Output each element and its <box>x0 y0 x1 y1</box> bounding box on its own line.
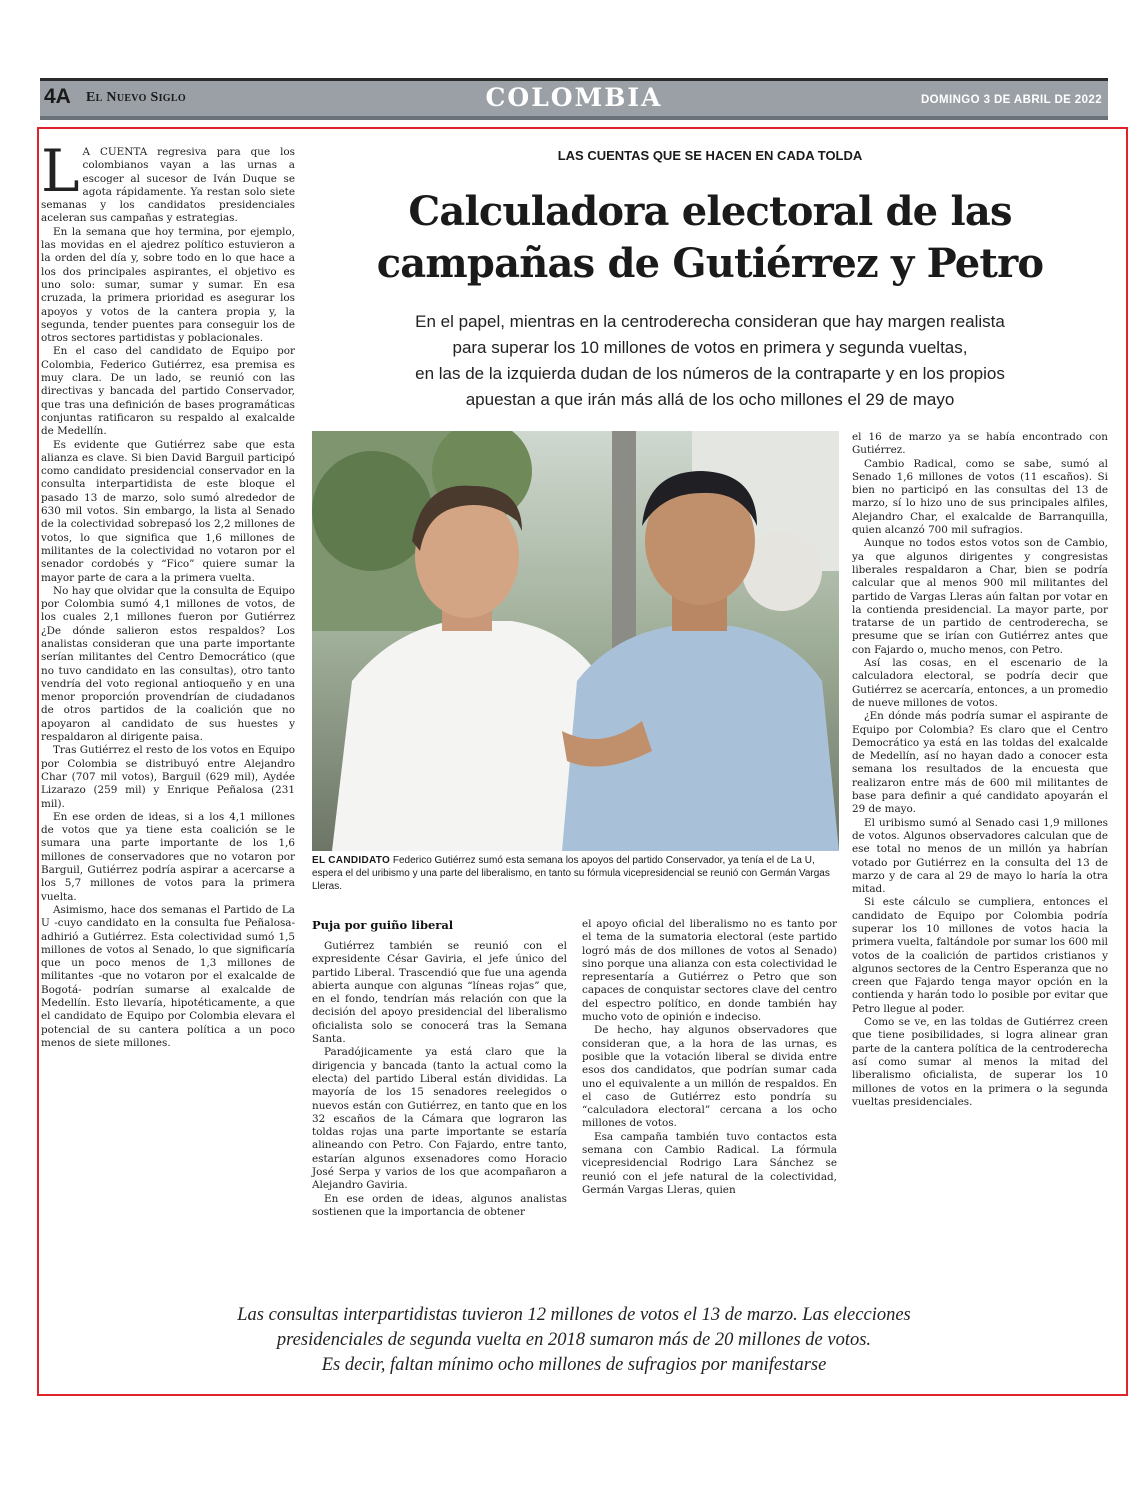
article-column-3 <box>312 918 567 1219</box>
body-paragraph: Aunque no todos estos votos son de Cambio, ya que algunos dirigentes y congresistas liberales respaldaron a Char, bien se podría calcular que al menos 900 mil militantes del partido de Vargas Lleras aún faltan por votar en la contienda presidencial. La mayor parte, por tratarse de un partido de centroderecha, se presume que se irían con Gutiérrez antes que con Fajardo o, mucho menos, con Petro. <box>852 537 1108 656</box>
pull-quote-line: presidenciales de segunda vuelta en 2018 sumaron más de 20 millones de votos. <box>276 1330 872 1350</box>
deck-line: en las de la izquierda dudan de los números de la contraparte y en los propios <box>415 364 1005 383</box>
article-column-1 <box>41 137 295 1050</box>
pull-quote-line: Las consultas interpartidistas tuvieron 12 millones de votos el 13 de marzo. Las elecciones <box>237 1305 911 1325</box>
caption-label: EL CANDIDATO <box>312 855 391 866</box>
newspaper-name: El Nuevo Siglo <box>86 90 186 105</box>
body-paragraph: Es evidente que Gutiérrez sabe que esta alianza es clave. Si bien David Barguil participó como candidato presidencial conservador en la consulta interpartidista de este bloque el pasado 13 de marzo, solo sumó alrededor de 630 mil votos. Sin embargo, la lista al Senado de la colectividad sobrepasó los 2,2 millones de votos, lo que significa que 1,6 millones de militantes de la colectividad no votaron por el senador cordobés y “Fico” quiere sumar la mayor parte de cara a la primera vuelta. <box>41 438 295 584</box>
body-paragraph: Gutiérrez también se reunió con el expresidente César Gaviria, el jefe único del partido Liberal. Trascendió que fue una agenda abierta aunque con algunas “líneas rojas” que, en el fondo, tendrían más relación con que la decisión del apoyo presidencial del liberalismo oficialista solo se conocerá tras la Semana Santa. <box>312 940 567 1046</box>
page-date: DOMINGO 3 DE ABRIL DE 2022 <box>920 94 1102 106</box>
body-paragraph: En el caso del candidato de Equipo por Colombia, Federico Gutiérrez, esa premisa es muy clara. De un lado, se reunió con las directivas y bancada del partido Conservador, que tras una definición de bases programáticas conjuntas ratificaron su respaldo al exalcalde de Medellín. <box>41 345 295 438</box>
drop-cap: L <box>41 137 80 205</box>
body-paragraph: el 16 de marzo ya se había encontrado con Gutiérrez. <box>852 431 1108 457</box>
body-paragraph: No hay que olvidar que la consulta de Equipo por Colombia sumó 4,1 millones de votos, de los cuales 2,1 millones fueron por Gutiérrez ¿De dónde salieron estos respaldos? Los analistas consideran que una parte importante serían militantes del Centro Democrático (que no tuvo candidato en las consultas), otro tanto vendría del voto regional antioqueño y en una menor proporción provendrían de ciudadanos de otros partidos de la coalición que no apoyaron al candidato de sus huestes y respaldaron al dirigente paisa. <box>41 584 295 744</box>
body-paragraph: De hecho, hay algunos observadores que consideran que, a la hora de las urnas, es posible que la votación liberal se divida entre esos dos candidatos, que podrían sumar cada uno el equivalente a un millón de respaldos. En el caso de Gutiérrez esto pondría su “calculadora electoral” cercana a los ocho millones de votos. <box>582 1024 837 1130</box>
headline-line: campañas de Gutiérrez y Petro <box>376 240 1044 287</box>
body-paragraph: ¿En dónde más podría sumar el aspirante de Equipo por Colombia? Es claro que el Centro Democrático ya está en las toldas del exalcalde de Medellín, así no hayan dado a conocer esta semana los resultados de la encuesta que realizaron entre más de 600 mil militantes de base para definir a qué candidato apoyarán el 29 de mayo. <box>852 710 1108 816</box>
body-paragraph: L A CUENTA regresiva para que los colombianos vayan a las urnas a escoger al sucesor de Iván Duque se agota rápidamente. Ya restan solo siete semanas y los candidatos presidenciales aceleran sus campañas y estrategias. <box>41 137 295 225</box>
body-paragraph: Asimismo, hace dos semanas el Partido de La U -cuyo candidato en la consulta fue Peñalosa- adhirió a Gutiérrez. Esta colectividad sumó 1,5 millones de votos al Senado, lo que significaría que un poco menos de 1,3 millones de militantes -que no votaron por el exalcalde de Bogotá- podrían sumarse al exalcalde de Medellín. Esto llevaría, hipotéticamente, a que el candidato de Equipo por Colombia elevara el potencial de su cantera política a un poco menos de siete millones. <box>41 903 295 1049</box>
article-headline <box>312 186 1108 290</box>
body-paragraph: En ese orden de ideas, algunos analistas sostienen que la importancia de obtener <box>312 1192 567 1218</box>
body-paragraph: el apoyo oficial del liberalismo no es tanto por el tema de la sumatoria electoral (este partido logró más de dos millones de votos al Senado) sino porque una alianza con esta colectividad le representaría a Gutiérrez o Petro que son capaces de conquistar sectores clave del centro del espectro político, en donde también hay mucho voto de opinión e indeciso. <box>582 918 837 1024</box>
body-paragraph: El uribismo sumó al Senado casi 1,9 millones de votos. Algunos observadores calculan que de ese total no menos de un millón ya habrían votado por Gutiérrez en la consulta del 13 de marzo y de cara al 29 de mayo lo haría la otra mitad. <box>852 816 1108 896</box>
candidates-photo <box>312 431 839 851</box>
deck-line: apuestan a que irán más allá de los ocho millones el 29 de mayo <box>465 390 955 409</box>
article-subhead: Puja por guiño liberal <box>312 918 454 932</box>
body-paragraph: Cambio Radical, como se sabe, sumó al Senado 1,6 millones de votos (11 escaños). Si bien no participó en las consultas del 13 de marzo, sí lo hizo uno de sus principales alfiles, Alejandro Char, el exalcalde de Barranquilla, quien alcanzó 700 mil sufragios. <box>852 457 1108 537</box>
body-paragraph: En la semana que hoy termina, por ejemplo, las movidas en el ajedrez político estuvieron a la orden del día y, sobre todo en lo que hace a los dos principales aspirantes, el objetivo es uno solo: sumar, sumar y sumar. En esa cruzada, la primera prioridad es asegurar los apoyos y votos de la cantera propia y, la segunda, tender puentes para conseguir los de otros sectores partidistas y poblacionales. <box>41 225 295 345</box>
pull-quote-line: Es decir, faltan mínimo ocho millones de sufragios por manifestarse <box>321 1355 827 1375</box>
article-kicker: LAS CUENTAS QUE SE HACEN EN CADA TOLDA <box>557 148 863 163</box>
article-column-5 <box>852 431 1108 1109</box>
body-paragraph: Como se ve, en las toldas de Gutiérrez creen que tiene posibilidades, si logra alinear gran parte de la cantera política de la centroderecha así como sumar al menos la mitad del liberalismo oficialista, de superar los 10 millones de votos en la primera o la segunda vueltas presidenciales. <box>852 1016 1108 1108</box>
body-paragraph: Si este cálculo se cumpliera, entonces el candidato de Equipo por Colombia podría superar los 10 millones de votos hacia la primera vuelta, faltándole por sumar los 600 mil votos de la coalición de partidos cristianos y algunos sectores de la Centro Esperanza que no creen que Fajardo tenga mayor opción en la contienda y harán todo lo posible por evitar que Petro llegue al poder. <box>852 896 1108 1015</box>
article-deck <box>312 309 1108 413</box>
photo-caption <box>312 854 839 893</box>
pull-quote <box>60 1303 1088 1378</box>
body-paragraph: Tras Gutiérrez el resto de los votos en Equipo por Colombia se distribuyó entre Alejandro Char (707 mil votos), Barguil (629 mil), Aydée Lizarazo (259 mil) y Enrique Peñalosa (231 mil). <box>41 744 295 810</box>
headline-line: Calculadora electoral de las <box>408 188 1012 235</box>
section-title: COLOMBIA <box>485 83 663 112</box>
body-paragraph: Paradójicamente ya está claro que la dirigencia y bancada (tanto la actual como la electa) del partido Liberal están divididas. La mayoría de los 15 senadores reelegidos o nuevos están con Gutiérrez, en tanto que en los 32 escaños de la Cámara que lograron las toldas rojas una parte importante se estaría alineando con Petro. Con Fajardo, entre tanto, estarían algunos exsenadores como Horacio José Serpa y varios de los que acompañaron a Alejandro Gaviria. <box>312 1046 567 1192</box>
article-column-4 <box>582 918 837 1197</box>
page-number: 4A <box>44 85 71 108</box>
caption-text: Federico Gutiérrez sumó esta semana los apoyos del partido Conservador, ya tenía el de La U, espera el del uribismo y una parte del liberalismo, en tanto su fórmula vicepresidencial se reunió con Germán Vargas Lleras. <box>312 855 830 892</box>
deck-line: para superar los 10 millones de votos en primera y segunda vueltas, <box>452 338 968 357</box>
body-paragraph: Así las cosas, en el escenario de la calculadora electoral, se podría decir que Gutiérrez se acercaría, entonces, a un promedio de nueve millones de votos. <box>852 657 1108 709</box>
body-paragraph: En ese orden de ideas, si a los 4,1 millones de votos que ya tiene esta coalición se le sumara una parte importante de los 1,6 millones de conservadores que no votaron por Barguil, Gutiérrez podría aspirar a acercarse a los 5,7 millones de votos para la primera vuelta. <box>41 810 295 903</box>
body-paragraph: Esa campaña también tuvo contactos esta semana con Cambio Radical. La fórmula vicepresidencial Rodrigo Lara Sánchez se reunió con el jefe natural de la colectividad, Germán Vargas Lleras, quien <box>582 1130 837 1196</box>
deck-line: En el papel, mientras en la centroderecha consideran que hay margen realista <box>415 312 1005 331</box>
